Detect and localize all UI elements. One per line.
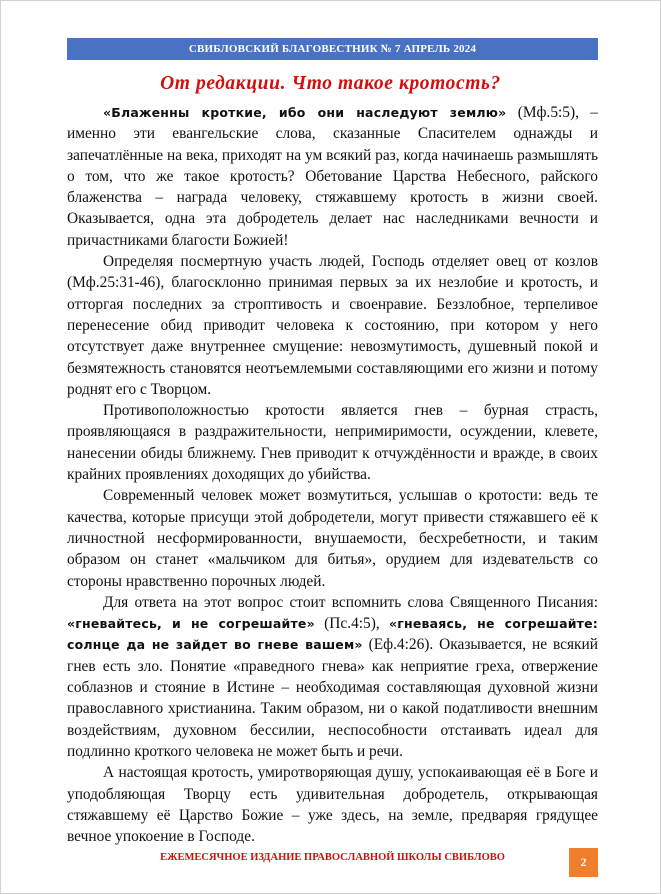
paragraph-5-intro: Для ответа на этот вопрос стоит вспомнить слова Священного Писания: <box>103 593 598 611</box>
psalm-quote: «гневайтесь, и не согрешайте» <box>67 616 315 632</box>
paragraph-3: Противоположностью кротости является гнев – бурная страсть, проявляющаяся в раздражительности, непримиримости, осуждении, клевете, нанесении обиды ближнему. Гнев приводит к отчуждённости и вражде, в своих крайних проявлениях доходящих до убийства. <box>67 402 598 484</box>
article-body <box>67 102 598 847</box>
footer-publication-note: ЕЖЕМЕСЯЧНОЕ ИЗДАНИЕ ПРАВОСЛАВНОЙ ШКОЛЫ СВИБЛОВО <box>160 852 505 863</box>
paragraph-1 <box>67 102 598 251</box>
newsletter-banner: СВИБЛОВСКИЙ БЛАГОВЕСТНИК № 7 АПРЕЛЬ 2024 <box>67 38 598 60</box>
beatitude-quote: «Блаженны кроткие, ибо они наследуют землю» <box>103 105 507 120</box>
paragraph-1-text: (Мф.5:5), – именно эти евангельские слова, сказанные Спасителем однажды и запечатлённые на века, приходят на ум всякий раз, когда начинаешь размышлять о том, что же такое кротость? Обетование Царства Небесного, райского блаженства – награда человеку, стяжавшему кротость в жизни своей. Оказывается, одна эта добродетель делает нас наследниками вечности и причастниками благости Божией! <box>67 104 598 249</box>
paragraph-6: А настоящая кротость, умиротворяющая душу, успокаивающая её в Боге и уподобляющая Творцу есть удивительная добродетель, открывающая стяжавшему её Царство Божие – уже здесь, на земле, предваряя грядущее вечное упокоение в Господе. <box>67 764 598 846</box>
paragraph-2: Определяя посмертную участь людей, Господь отделяет овец от козлов (Мф.25:31-46), благосклонно принимая первых за их незлобие и кротость, и отторгая последних за строптивость и своенравие. Беззлобное, терпеливое перенесение обид приводит человека к состоянию, при котором у него отсутствует даже внутреннее смущение: невозмутимость, душевный покой и безмятежность становятся неотъемлемыми составляющими его жизни и потому роднят его с Творцом. <box>67 253 598 398</box>
ephesians-quote: «гневаясь, не согрешайте: солнце да не зайдет во гневе вашем» <box>67 616 598 653</box>
article-title: От редакции. Что такое кротость? <box>160 73 501 94</box>
paragraph-5-ref: (Пс.4:5), <box>314 615 389 633</box>
page-number-badge: 2 <box>569 848 598 877</box>
paragraph-4: Современный человек может возмутиться, услышав о кротости: ведь те качества, которые присущи этой добродетели, могут привести стяжавшего её к личностной несформированности, внушаемости, бесхребетности, и таким образом он станет «мальчиком для битья», орудием для издевательств со стороны нравственно порочных людей. <box>67 487 598 590</box>
paragraph-5-text: (Еф.4:26). Оказывается, не всякий гнев есть зло. Понятие «праведного гнева» как неприятие греха, отвержение соблазнов и стояние в Истине – необходимая составляющая духовной жизни православного христианина. Таким образом, ни о какой податливости внешним воздействиям, духовном бессилии, неспособности отстаивать идеал для подлинно кроткого человека не может быть и речи. <box>67 636 599 760</box>
paragraph-5 <box>67 592 598 762</box>
